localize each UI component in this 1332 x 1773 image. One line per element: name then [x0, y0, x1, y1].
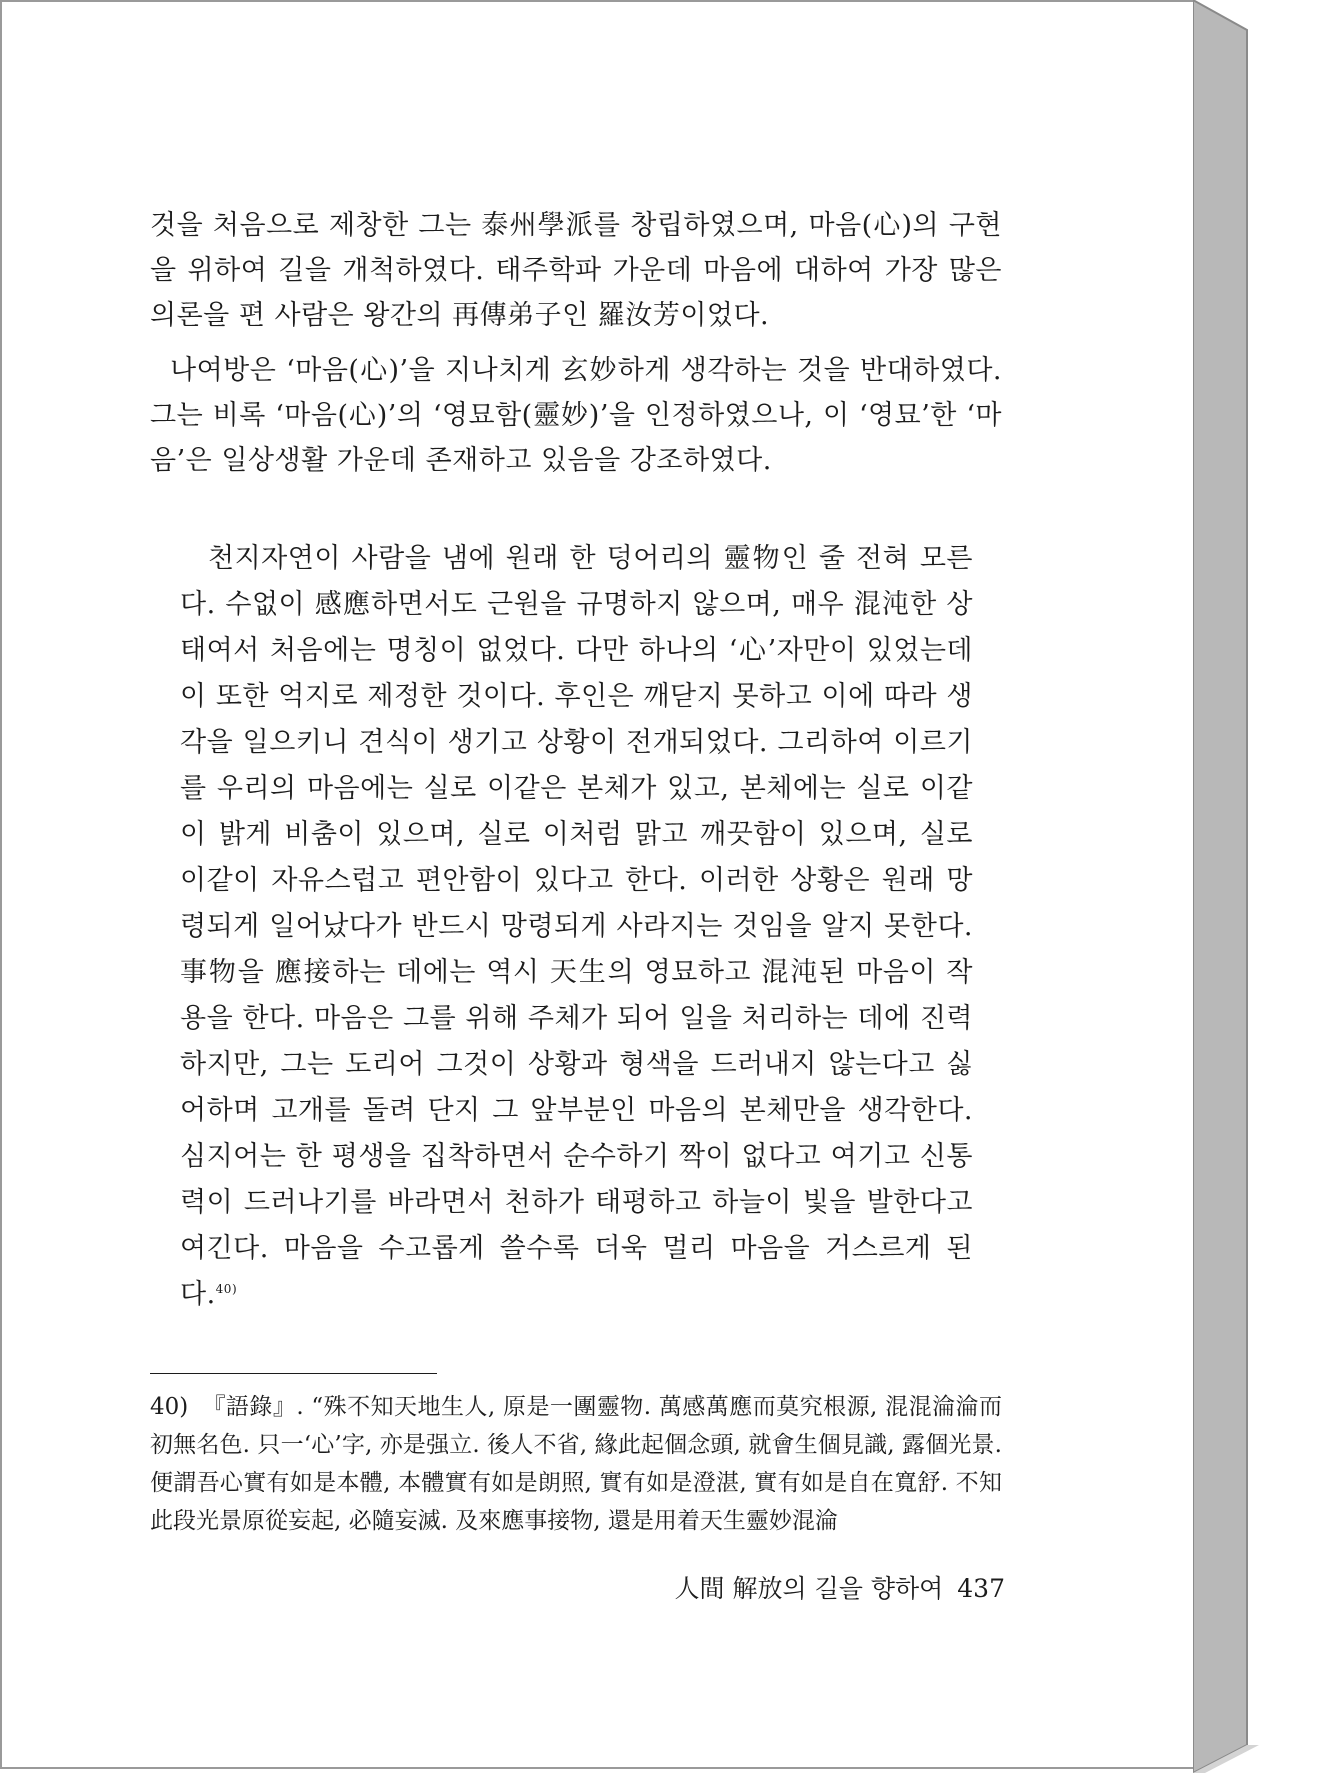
running-footer [660, 1572, 1005, 1606]
footnote-reference: 40) [215, 1282, 238, 1296]
page-stack-edge [1193, 0, 1261, 1773]
running-footer-title: 人間 解放의 길을 향하여 [674, 1574, 944, 1603]
block-quote [180, 536, 973, 1318]
page-number: 437 [957, 1574, 1005, 1603]
footnote [150, 1388, 1002, 1540]
footnote-separator [150, 1373, 437, 1374]
body-paragraph-1: 것을 처음으로 제창한 그는 泰州學派를 창립하였으며, 마음(心)의 구현을 위하여 길을 개척하였다. 태주학파 가운데 마음에 대하여 가장 많은 의론을 편 사람은 왕간의 再傳弟子인 羅汝芳이었다. [150, 210, 1002, 331]
footnote-number: 40) [150, 1394, 189, 1420]
body-paragraph-2: 나여방은 ‘마음(心)’을 지나치게 玄妙하게 생각하는 것을 반대하였다. 그는 비록 ‘마음(心)’의 ‘영묘함(靈妙)’을 인정하였으나, 이 ‘영묘’한 ‘마음’은 일상생활 가운데 존재하고 있음을 강조하였다. [150, 355, 1002, 476]
footnote-text: 『語錄』. “殊不知天地生人, 原是一團靈物. 萬感萬應而莫究根源, 混混淪淪而初無名色. 只一‘心’字, 亦是强立. 後人不省, 緣此起個念頭, 就會生個見識, 露個光景. 便謂吾心實有如是本體, 本體實有如是朗照, 實有如是澄湛, 實有如是自在寬舒. 不知此段光景原從妄起, 必隨妄滅. 及來應事接物, 還是用着天生靈妙混淪 [150, 1394, 1002, 1534]
block-quote-text: 천지자연이 사람을 냄에 원래 한 덩어리의 靈物인 줄 전혀 모른다. 수없이 感應하면서도 근원을 규명하지 않으며, 매우 混沌한 상태여서 처음에는 명칭이 없었다. 다만 하나의 ‘心’자만이 있었는데 이 또한 억지로 제정한 것이다. 후인은 깨닫지 못하고 이에 따라 생각을 일으키니 견식이 생기고 상황이 전개되었다. 그리하여 이르기를 우리의 마음에는 실로 이같은 본체가 있고, 본체에는 실로 이같이 밝게 비춤이 있으며, 실로 이처럼 맑고 깨끗함이 있으며, 실로 이같이 자유스럽고 편안함이 있다고 한다. 이러한 상황은 원래 망령되게 일어났다가 반드시 망령되게 사라지는 것임을 알지 못한다. 事物을 應接하는 데에는 역시 天生의 영묘하고 混沌된 마음이 작용을 한다. 마음은 그를 위해 주체가 되어 일을 처리하는 데에 진력하지만, 그는 도리어 그것이 상황과 형색을 드러내지 않는다고 싫어하며 고개를 돌려 단지 그 앞부분인 마음의 본체만을 생각한다. 심지어는 한 평생을 집착하면서 순수하기 짝이 없다고 여기고 신통력이 드러나기를 바라면서 천하가 태평하고 하늘이 빛을 발한다고 여긴다. 마음을 수고롭게 쓸수록 더욱 멀리 마음을 거스르게 된다. [180, 543, 973, 1310]
